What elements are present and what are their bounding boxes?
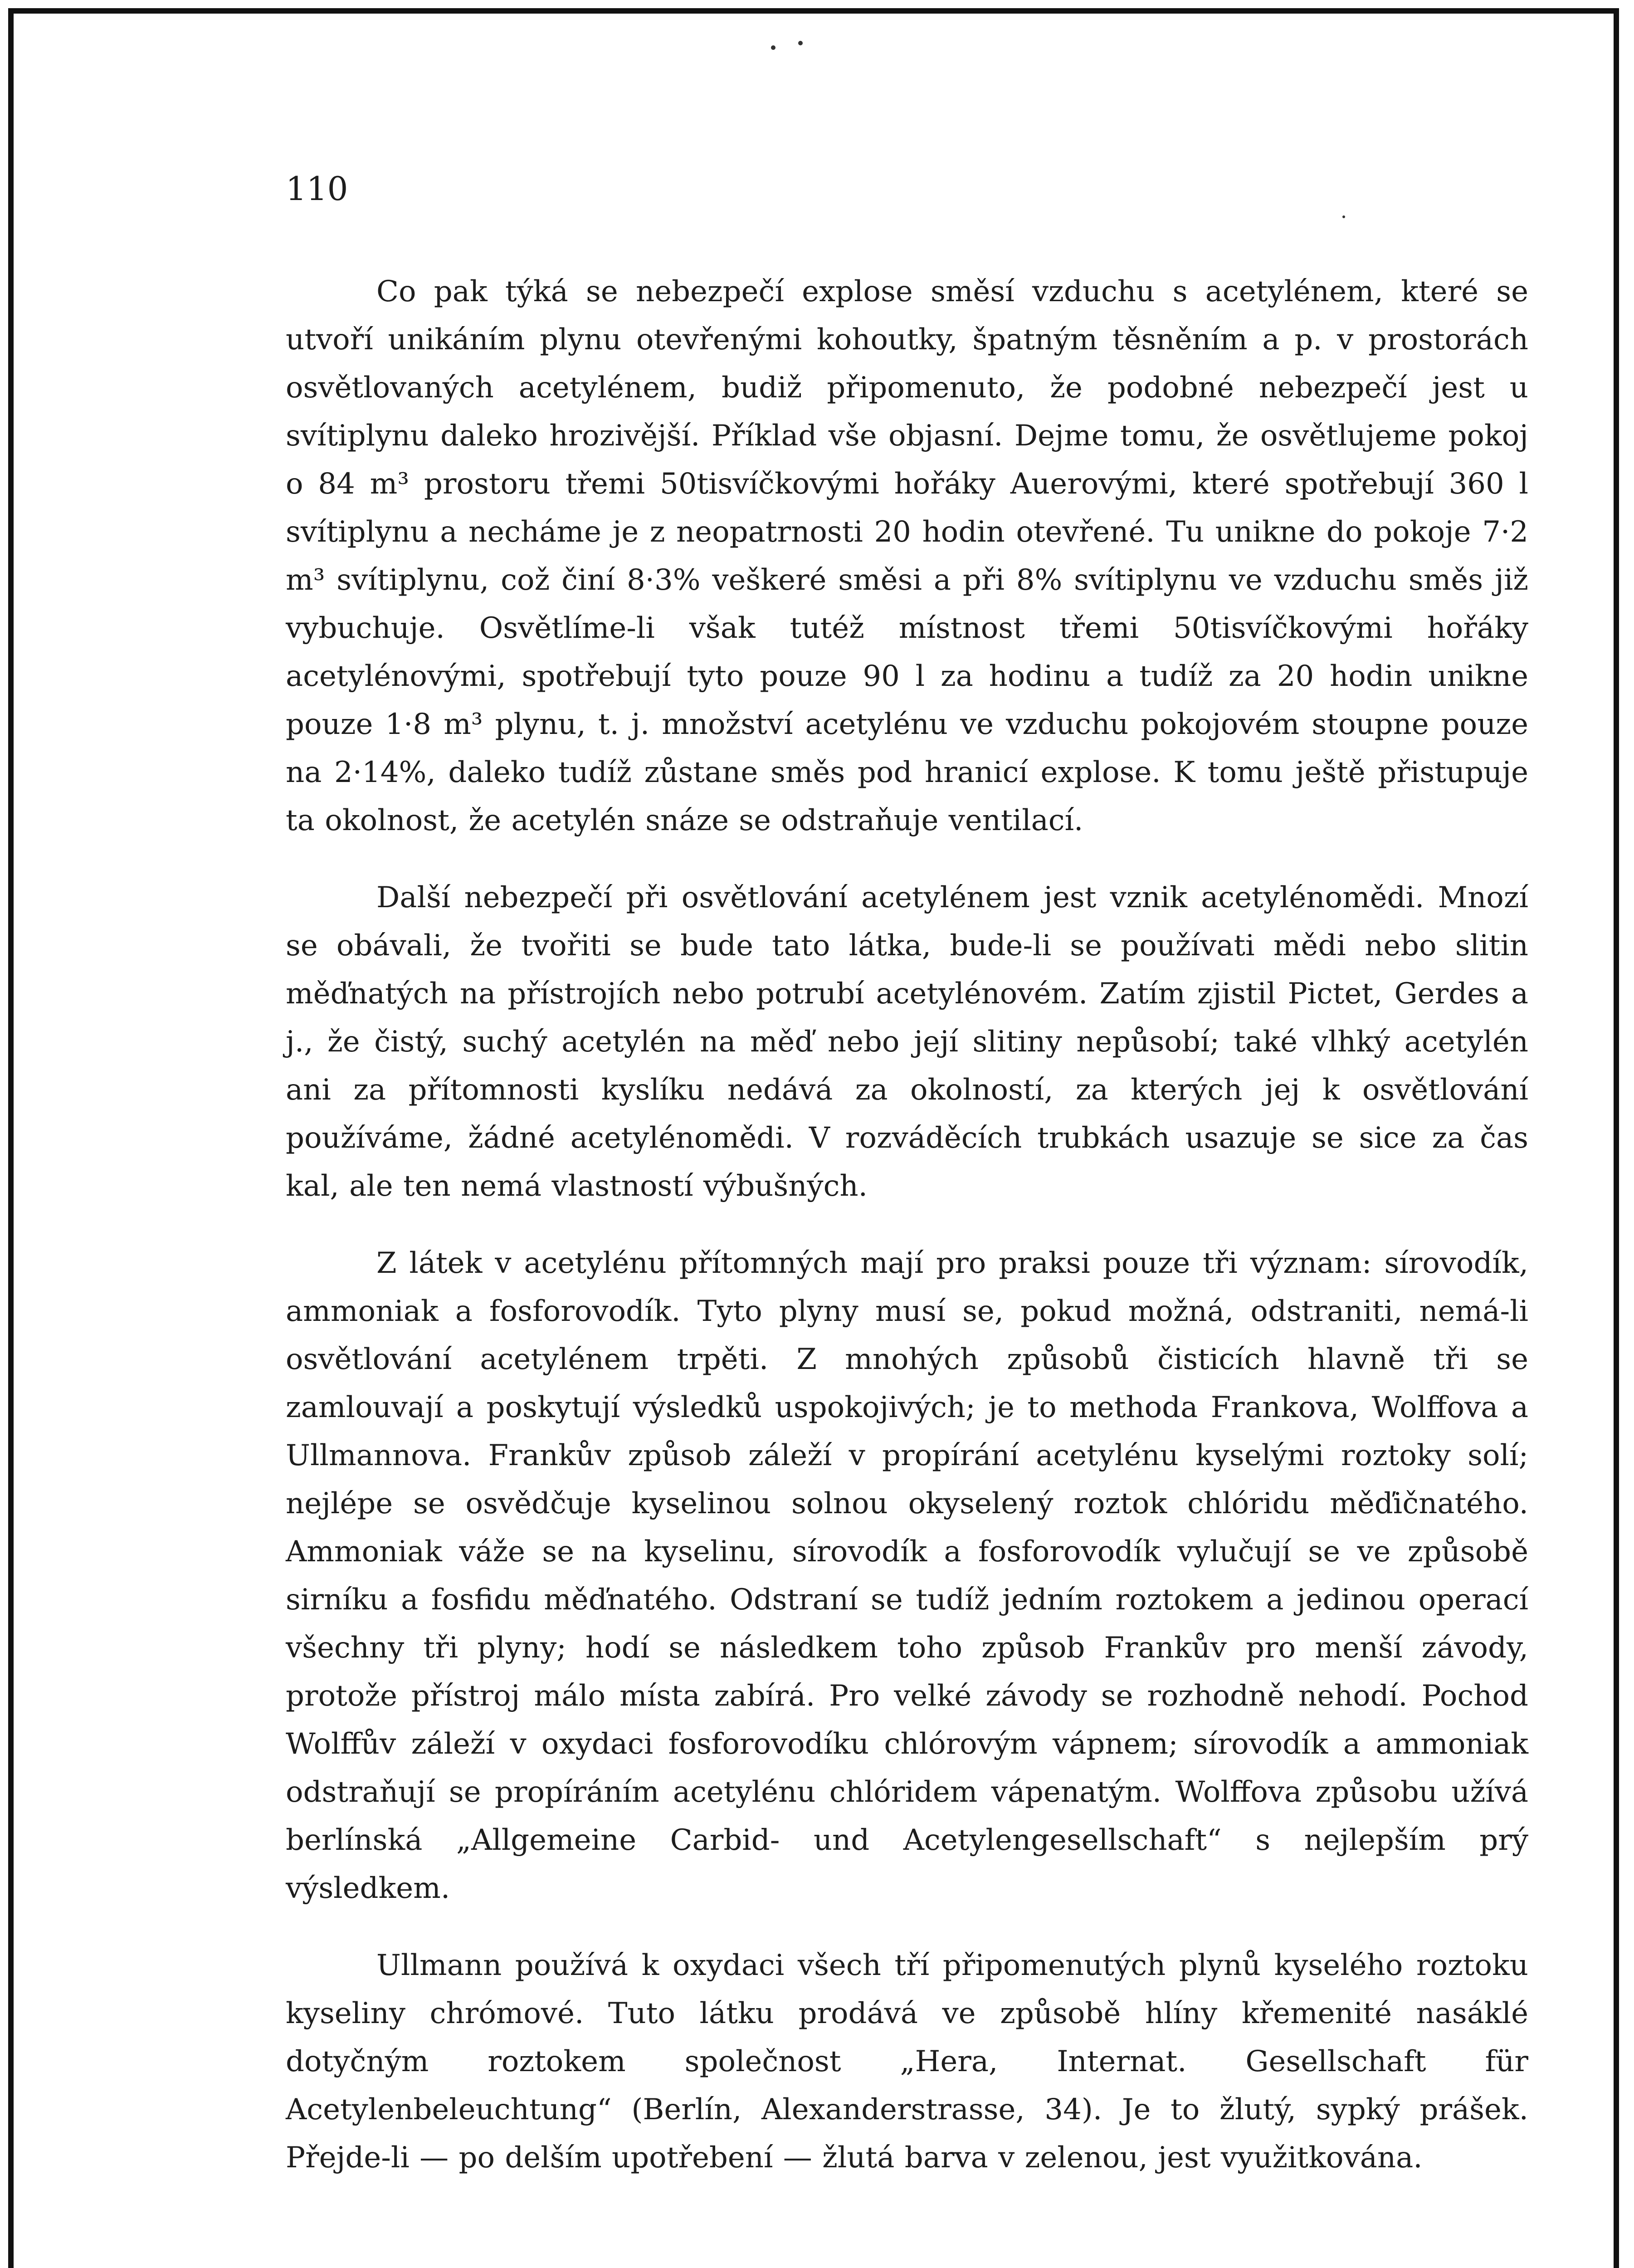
scan-speck bbox=[771, 45, 776, 50]
scan-speck bbox=[1342, 215, 1345, 218]
page-number: 110 bbox=[286, 170, 348, 208]
paragraph-ullmann-method: Ullmann používá k oxydaci všech tří připomenutých plynů kyselého roztoku kyseliny chrómové. Tuto látku prodává ve způsobě hlíny křemenité nasáklé dotyčným roztokem společnost „Hera, Internat. Gesellschaft für Acetylenbeleuchtung“ (Berlín, Alexanderstrasse, 34). Je to žlutý, sypký prášek. Přejde-li — po delším upotřebení — žlutá barva v zelenou, jest využitkována. bbox=[286, 1949, 1528, 2175]
page-body bbox=[286, 268, 1528, 2211]
paragraph-purification-methods: Z látek v acetylénu přítomných mají pro praksi pouze tři význam: sírovodík, ammoniak a fosforovodík. Tyto plyny musí se, pokud možná, odstraniti, nemá-li osvětlování acetylénem trpěti. Z mnohých způsobů čisticích hlavně tři se zamlouvají a poskytují výsledků uspokojivých; je to methoda Frankova, Wolffova a Ullmannova. Frankův způsob záleží v propírání acetylénu kyselými roztoky solí; nejlépe se osvědčuje kyselinou solnou okyselený roztok chlóridu měďičnatého. Ammoniak váže se na kyselinu, sírovodík a fosforovodík vylučují se ve způsobě sirníku a fosfidu měďnatého. Odstraní se tudíž jedním roztokem a jedinou operací všechny tři plyny; hodí se následkem toho způsob Frankův pro menší závody, protože přístroj málo místa zabírá. Pro velké závody se rozhodně nehodí. Pochod Wolffův záleží v oxydaci fosforovodíku chlórovým vápnem; sírovodík a ammoniak odstraňují se propíráním acetylénu chlóridem vápenatým. Wolffova způsobu užívá berlínská „Allgemeine Carbid- und Acetylengesellschaft“ s nejlepším prý výsledkem. bbox=[286, 1246, 1528, 1905]
paragraph-explosion-danger: Co pak týká se nebezpečí explose směsí vzduchu s acetylénem, které se utvoří unikáním plynu otevřenými kohoutky, špatným těsněním a p. v prostorách osvětlovaných acetylénem, budiž připomenuto, že podobné nebezpečí jest u svítiplynu daleko hrozivější. Příklad vše objasní. Dejme tomu, že osvětlujeme pokoj o 84 m³ prostoru třemi 50tisvíčkovými hořáky Auerovými, které spotřebují 360 l svítiplynu a necháme je z neopatrnosti 20 hodin otevřené. Tu unikne do pokoje 7·2 m³ svítiplynu, což činí 8·3% veškeré směsi a při 8% svítiplynu ve vzduchu směs již vybuchuje. Osvětlíme-li však tutéž místnost třemi 50tisvíčkovými hořáky acetylénovými, spotřebují tyto pouze 90 l za hodinu a tudíž za 20 hodin unikne pouze 1·8 m³ plynu, t. j. množství acetylénu ve vzduchu pokojovém stoupne pouze na 2·14%, daleko tudíž zůstane směs pod hranicí explose. K tomu ještě přistupuje ta okolnost, že acetylén snáze se odstraňuje ventilací. bbox=[286, 275, 1528, 837]
paragraph-acetylene-copper: Další nebezpečí při osvětlování acetylénem jest vznik acetylénomědi. Mnozí se obávali, že tvořiti se bude tato látka, bude-li se používati mědi nebo slitin měďnatých na přístrojích nebo potrubí acetylénovém. Zatím zjistil Pictet, Gerdes a j., že čistý, suchý acetylén na měď nebo její slitiny nepůsobí; také vlhký acetylén ani za přítomnosti kyslíku nedává za okolností, za kterých jej k osvětlování používáme, žádné acetylénomědi. V rozváděcích trubkách usazuje se sice za čas kal, ale ten nemá vlastností výbušných. bbox=[286, 881, 1528, 1203]
scan-speck bbox=[798, 41, 803, 45]
